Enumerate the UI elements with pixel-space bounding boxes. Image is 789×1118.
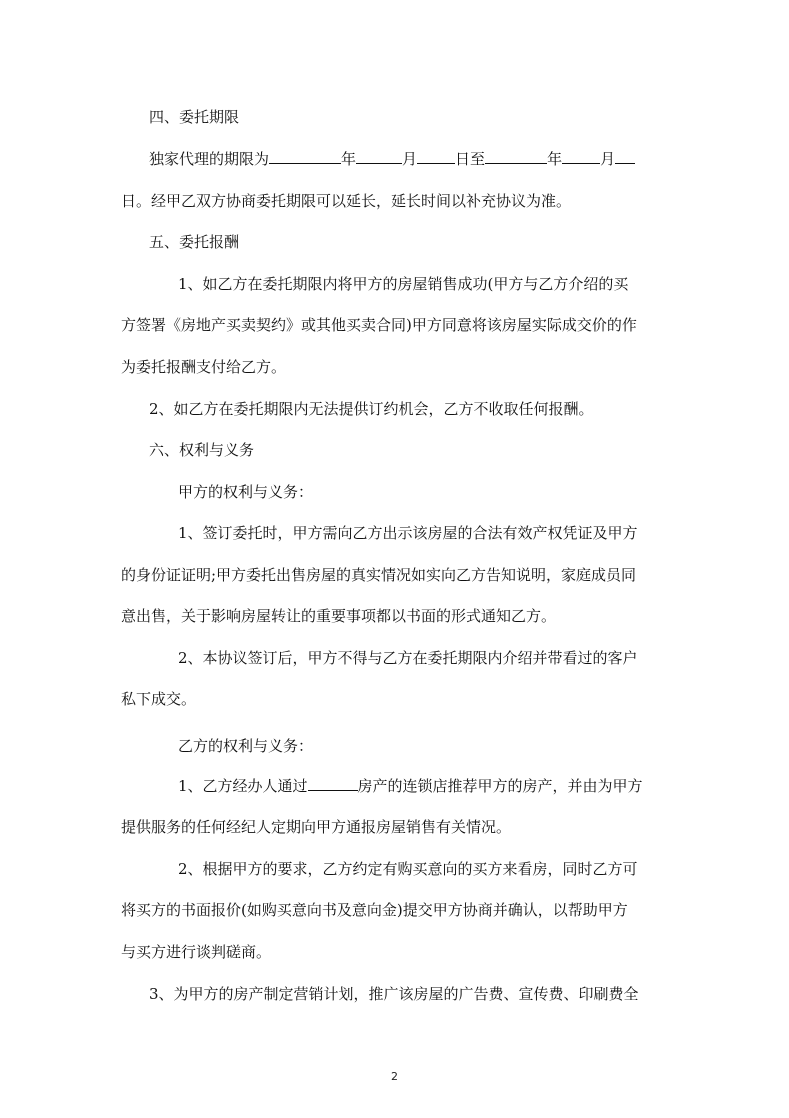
paragraph-line: 1、如乙方在委托期限内将甲方的房屋销售成功(甲方与乙方介绍的买 [178,275,629,293]
agent-suffix: 房产的连锁店推荐甲方的房产，并由为甲方 [357,777,643,795]
subsection-heading: 甲方的权利与义务： [178,483,314,501]
agent-prefix: 1、乙方经办人通过 [178,777,308,795]
paragraph-line: 将买方的书面报价(如购买意向书及意向金)提交甲方协商并确认，以帮助甲方 [121,901,628,919]
period-line [149,149,635,169]
agent-line [178,776,643,796]
section-heading: 四、委托期限 [149,108,240,126]
period-prefix: 独家代理的期限为 [149,150,270,168]
period-month-2: 月 [600,150,616,168]
subsection-heading: 乙方的权利与义务： [178,737,314,755]
paragraph-line: 1、签订委托时，甲方需向乙方出示该房屋的合法有效产权凭证及甲方 [178,524,638,542]
period-month-1: 月 [402,150,418,168]
paragraph-line: 方签署《房地产买卖契约》或其他买卖合同)甲方同意将该房屋实际成交价的作 [121,316,637,334]
blank-field [562,149,600,164]
section-heading: 五、委托报酬 [149,233,240,251]
blank-field [269,149,341,164]
paragraph-line: 为委托报酬支付给乙方。 [121,358,287,376]
paragraph-line: 日。经甲乙双方协商委托期限可以延长，延长时间以补充协议为准。 [121,192,572,210]
paragraph-line: 2、如乙方在委托期限内无法提供订约机会，乙方不收取任何报酬。 [149,400,594,418]
paragraph-line: 提供服务的任何经纪人定期向甲方通报房屋销售有关情况。 [121,818,512,836]
paragraph-line: 与买方进行谈判磋商。 [121,943,272,961]
paragraph-line: 3、为甲方的房产制定营销计划，推广该房屋的广告费、宣传费、印刷费全 [149,985,639,1003]
blank-field [417,149,455,164]
paragraph-line: 的身份证证明;甲方委托出售房屋的真实情况如实向乙方告知说明，家庭成员同 [121,566,637,584]
page-number: 2 [391,1070,398,1083]
paragraph-line: 2、本协议签订后，甲方不得与乙方在委托期限内介绍并带看过的客户 [178,649,638,667]
paragraph-line: 2、根据甲方的要求，乙方约定有购买意向的买方来看房，同时乙方可 [178,860,638,878]
blank-field [356,149,402,164]
blank-field [615,149,635,164]
period-day-1: 日至 [455,150,486,168]
paragraph-line: 私下成交。 [121,690,197,708]
period-year-1: 年 [341,150,357,168]
blank-field [308,776,358,791]
period-year-2: 年 [547,150,563,168]
blank-field [485,149,547,164]
paragraph-line: 意出售，关于影响房屋转让的重要事项都以书面的形式通知乙方。 [121,607,557,625]
section-heading: 六、权利与义务 [149,441,255,459]
